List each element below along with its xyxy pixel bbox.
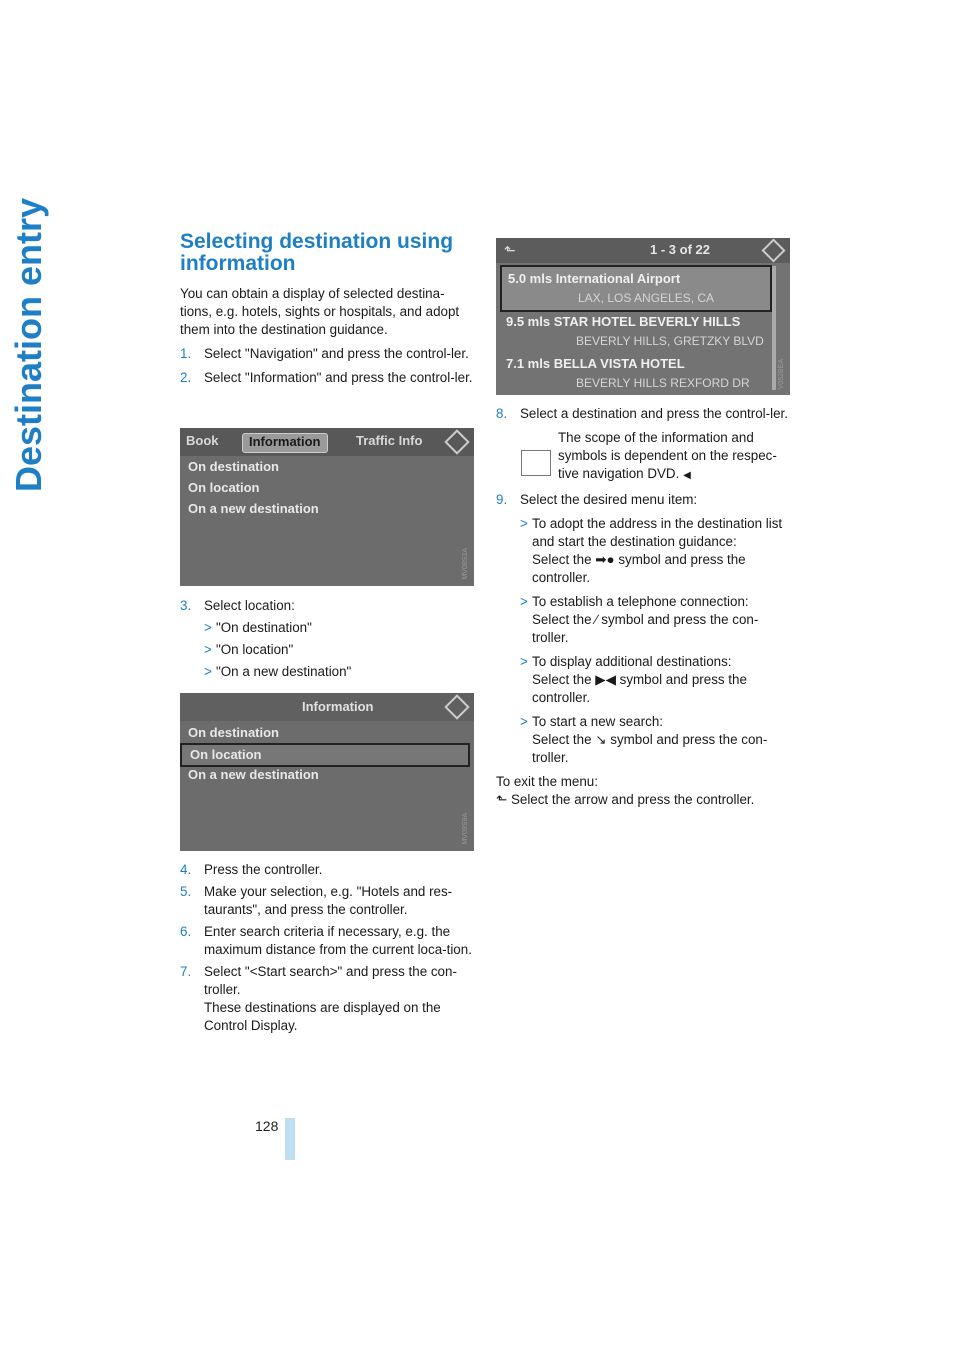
- step-5: 5. Make your selection, e.g. "Hotels and res-taurants", and press the controller.: [180, 884, 453, 917]
- new-search-icon: ↘: [595, 732, 607, 747]
- image-code: MV08S3A: [462, 548, 469, 580]
- back-arrow-icon[interactable]: ⬑: [504, 242, 516, 258]
- section-title-vertical: [6, 197, 52, 492]
- result-address: BEVERLY HILLS REXFORD DR: [576, 376, 750, 390]
- menu-title: Information: [302, 699, 374, 714]
- controller-icon: [444, 429, 469, 454]
- step-1: 1. Select "Navigation" and press the control-ler.: [180, 346, 469, 361]
- results-header: [496, 238, 790, 263]
- step-3-block: [180, 597, 475, 681]
- step-3: 3. Select location:: [180, 598, 295, 613]
- screenshot-information-tab: [180, 428, 474, 586]
- exit-text-line: ⬑ Select the arrow and press the controller.: [496, 792, 755, 807]
- menu-item-on-destination[interactable]: On destination: [188, 459, 279, 474]
- note-icon: [521, 450, 551, 476]
- menu-item-on-destination[interactable]: On destination: [188, 725, 279, 740]
- menu-item-phone: > To establish a telephone connection: Select the ∕ symbol and press the con-troller.: [520, 594, 759, 645]
- step-8: 8. Select a destination and press the control-ler.: [496, 406, 788, 421]
- tab-information[interactable]: Information: [242, 433, 328, 453]
- screenshot-location-menu: [180, 693, 474, 851]
- controller-icon: [444, 694, 469, 719]
- result-distance-name: 7.1 mls BELLA VISTA HOTEL: [506, 356, 685, 371]
- more-destinations-icon: ▶◀: [595, 672, 616, 687]
- menu-item-on-new-destination[interactable]: On a new destination: [188, 501, 319, 516]
- tab-traffic-info[interactable]: Traffic Info: [356, 433, 423, 448]
- result-distance-name: 9.5 mls STAR HOTEL BEVERLY HILLS: [506, 314, 741, 329]
- steps-4-7: [180, 861, 475, 1035]
- result-row-selected[interactable]: [500, 265, 772, 312]
- intro-text: You can obtain a display of selected destina-tions, e.g. hotels, sights or hospitals, and adopt them into the destination guidance.: [180, 286, 460, 337]
- step-9: 9. Select the desired menu item:: [496, 492, 698, 507]
- controller-icon: [761, 238, 785, 262]
- menu-item-new-search: > To start a new search: Select the ↘ symbol and press the con-troller.: [520, 714, 768, 765]
- left-column: [180, 285, 475, 387]
- exit-label: To exit the menu:: [496, 774, 598, 789]
- image-code: MV09S9A: [462, 813, 469, 845]
- menu-item-on-location[interactable]: On location: [188, 480, 260, 495]
- image-code: V052BEA: [778, 358, 785, 389]
- results-count: 1 - 3 of 22: [650, 242, 710, 257]
- phone-icon: ∕: [595, 612, 598, 627]
- section-title-text: Destination entry: [8, 197, 49, 492]
- result-row[interactable]: [500, 352, 768, 395]
- tab-book[interactable]: Book: [186, 433, 219, 448]
- menu-header: [180, 693, 474, 721]
- step-7: 7. Select "<Start search>" and press the con-troller. These destinations are displayed on the Control Display.: [180, 964, 457, 1033]
- step-2: 2. Select "Information" and press the control-ler.: [180, 370, 473, 385]
- menu-item-on-location-selected[interactable]: On location: [180, 743, 470, 767]
- result-address: LAX, LOS ANGELES, CA: [578, 291, 715, 305]
- menu-item-on-new-destination[interactable]: On a new destination: [188, 767, 319, 782]
- scrollbar[interactable]: [772, 266, 776, 390]
- step-4: 4. Press the controller.: [180, 862, 323, 877]
- screenshot-results-list: [496, 238, 790, 395]
- step-6: 6. Enter search criteria if necessary, e.g. the maximum distance from the current loca-tion.: [180, 924, 472, 957]
- result-address: BEVERLY HILLS, GRETZKY BLVD: [576, 334, 764, 348]
- location-option: > "On destination": [204, 620, 312, 635]
- page-heading: Selecting destination using information: [180, 230, 454, 275]
- note-text: The scope of the information and symbols is dependent on the respec-tive navigation DVD. ◀: [558, 430, 777, 481]
- location-option: > "On location": [204, 642, 294, 657]
- menu-item-more: > To display additional destinations: Select the ▶◀ symbol and press the controller.: [520, 654, 747, 705]
- location-option: > "On a new destination": [204, 664, 352, 679]
- result-row[interactable]: [500, 310, 768, 353]
- page-marker-bar: [285, 1118, 295, 1160]
- menu-item-adopt: > To adopt the address in the destination list and start the destination guidance: Select the ➡● symbol and press the controller.: [520, 516, 783, 585]
- result-distance-name: 5.0 mls International Airport: [508, 271, 681, 286]
- adopt-arrow-icon: ➡●: [595, 552, 615, 567]
- tab-bar: [180, 428, 474, 456]
- back-arrow-icon: ⬑: [496, 792, 508, 807]
- page-number: 128: [255, 1118, 279, 1134]
